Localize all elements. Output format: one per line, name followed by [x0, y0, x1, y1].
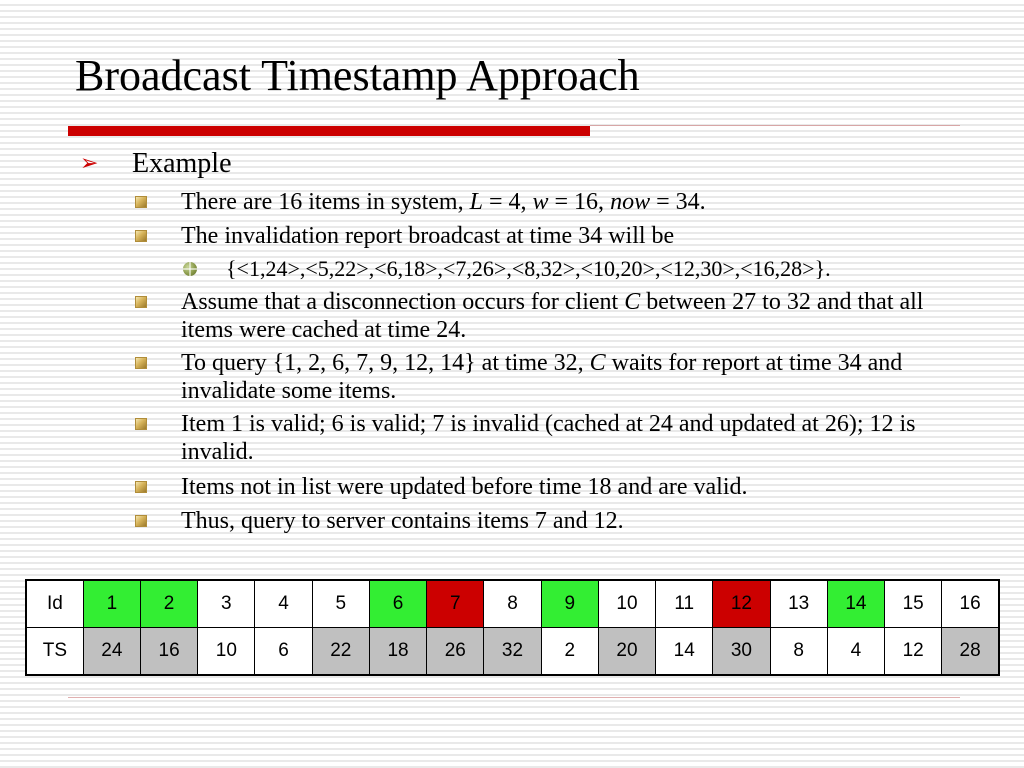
- bullet-text: Assume that a disconnection occurs for client C between 27 to 32 and that all items were cached at time 24.: [181, 289, 924, 343]
- ts-cell: 8: [770, 628, 827, 676]
- round-bullet-icon: [183, 262, 197, 276]
- id-cell: 14: [827, 580, 884, 628]
- square-bullet-icon: [135, 515, 147, 527]
- bullet-text: Thus, query to server contains items 7 and 12.: [181, 508, 624, 534]
- id-cell: 10: [598, 580, 655, 628]
- bullet-example-label: Example: [132, 148, 232, 179]
- table-row-id: [26, 580, 999, 628]
- slide-title: Broadcast Timestamp Approach: [75, 51, 640, 100]
- square-bullet-icon: [135, 196, 147, 208]
- title-underline-thin: [590, 125, 960, 126]
- footer-divider: [68, 697, 960, 698]
- id-cell: 15: [885, 580, 942, 628]
- bullet-text: Item 1 is valid; 6 is valid; 7 is invalid (cached at 24 and updated at 26); 12 is invalid.: [181, 411, 916, 465]
- id-cell: 3: [198, 580, 255, 628]
- id-cell: 2: [140, 580, 197, 628]
- id-cell: 16: [942, 580, 999, 628]
- sub-bullet-text: {<1,24>,<5,22>,<6,18>,<7,26>,<8,32>,<10,20>,<12,30>,<16,28>}.: [226, 256, 831, 281]
- ts-cell: 10: [198, 628, 255, 676]
- ts-cell: 4: [827, 628, 884, 676]
- timestamp-table: [25, 579, 1000, 676]
- row-label-ts: TS: [26, 628, 83, 676]
- id-cell: 4: [255, 580, 312, 628]
- square-bullet-icon: [135, 230, 147, 242]
- bullet-text: To query {1, 2, 6, 7, 9, 12, 14} at time 32, C waits for report at time 34 and invalidate some items.: [181, 350, 903, 404]
- square-bullet-icon: [135, 357, 147, 369]
- id-cell: 5: [312, 580, 369, 628]
- ts-cell: 22: [312, 628, 369, 676]
- title-underline-red: [68, 126, 590, 136]
- ts-cell: 6: [255, 628, 312, 676]
- bullet-text: There are 16 items in system, L = 4, w = 16, now = 34.: [181, 189, 706, 215]
- id-cell: 13: [770, 580, 827, 628]
- bullet-text: The invalidation report broadcast at time 34 will be: [181, 223, 675, 249]
- square-bullet-icon: [135, 481, 147, 493]
- table-row-ts: [26, 628, 999, 676]
- ts-cell: 26: [427, 628, 484, 676]
- square-bullet-icon: [135, 418, 147, 430]
- id-cell: 7: [427, 580, 484, 628]
- ts-cell: 2: [541, 628, 598, 676]
- ts-cell: 32: [484, 628, 541, 676]
- id-cell: 8: [484, 580, 541, 628]
- ts-cell: 16: [140, 628, 197, 676]
- ts-cell: 20: [598, 628, 655, 676]
- ts-cell: 12: [885, 628, 942, 676]
- row-label-id: Id: [26, 580, 83, 628]
- ts-cell: 18: [369, 628, 426, 676]
- ts-cell: 24: [83, 628, 140, 676]
- ts-cell: 28: [942, 628, 999, 676]
- arrow-bullet-icon: ➢: [80, 151, 99, 176]
- bullet-text: Items not in list were updated before time 18 and are valid.: [181, 474, 748, 500]
- id-cell: 11: [656, 580, 713, 628]
- id-cell: 12: [713, 580, 770, 628]
- id-cell: 6: [369, 580, 426, 628]
- ts-cell: 30: [713, 628, 770, 676]
- id-cell: 1: [83, 580, 140, 628]
- square-bullet-icon: [135, 296, 147, 308]
- id-cell: 9: [541, 580, 598, 628]
- ts-cell: 14: [656, 628, 713, 676]
